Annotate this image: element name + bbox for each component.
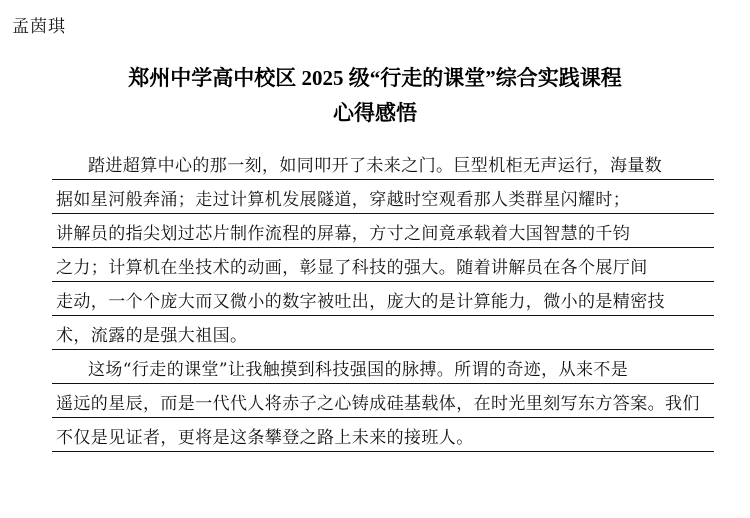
ruled-line bbox=[52, 180, 714, 214]
essay-line: 不仅是见证者，更将是这条攀登之路上未来的接班人。 bbox=[56, 428, 474, 448]
essay-line: 据如星河般奔涌；走过计算机发展隧道，穿越时空观看那人类群星闪耀时； bbox=[56, 190, 631, 210]
ruled-line bbox=[52, 214, 714, 248]
ruled-line bbox=[52, 146, 714, 180]
ruled-line bbox=[52, 316, 714, 350]
essay-line: 走动，一个个庞大而又微小的数字被吐出，庞大的是计算能力，微小的是精密技 bbox=[56, 292, 665, 312]
essay-line: 讲解员的指尖划过芯片制作流程的屏幕，方寸之间竟承载着大国智慧的千钧 bbox=[56, 224, 631, 244]
ruled-line bbox=[52, 418, 714, 452]
ruled-line bbox=[52, 350, 714, 384]
essay-line: 踏进超算中心的那一刻，如同叩开了未来之门。巨型机柜无声运行，海量数 bbox=[88, 156, 663, 176]
essay-line: 之力；计算机在坐技术的动画，彰显了科技的强大。随着讲解员在各个展厅间 bbox=[56, 258, 648, 278]
essay-line: 遥远的星辰，而是一代代人将赤子之心铸成硅基载体，在时光里刻写东方答案。我们 bbox=[56, 394, 700, 414]
essay-line: 这场“行走的课堂”让我触摸到科技强国的脉搏。所谓的奇迹，从来不是 bbox=[88, 360, 629, 380]
essay-line: 术，流露的是强大祖国。 bbox=[56, 326, 248, 346]
document-title: 郑州中学高中校区 2025 级“行走的课堂”综合实践课程 bbox=[128, 66, 622, 90]
author-name: 孟茵琪 bbox=[12, 17, 66, 37]
essay-body bbox=[52, 146, 714, 452]
ruled-line bbox=[52, 384, 714, 418]
ruled-line bbox=[52, 282, 714, 316]
document-subtitle: 心得感悟 bbox=[333, 101, 417, 125]
ruled-line bbox=[52, 248, 714, 282]
